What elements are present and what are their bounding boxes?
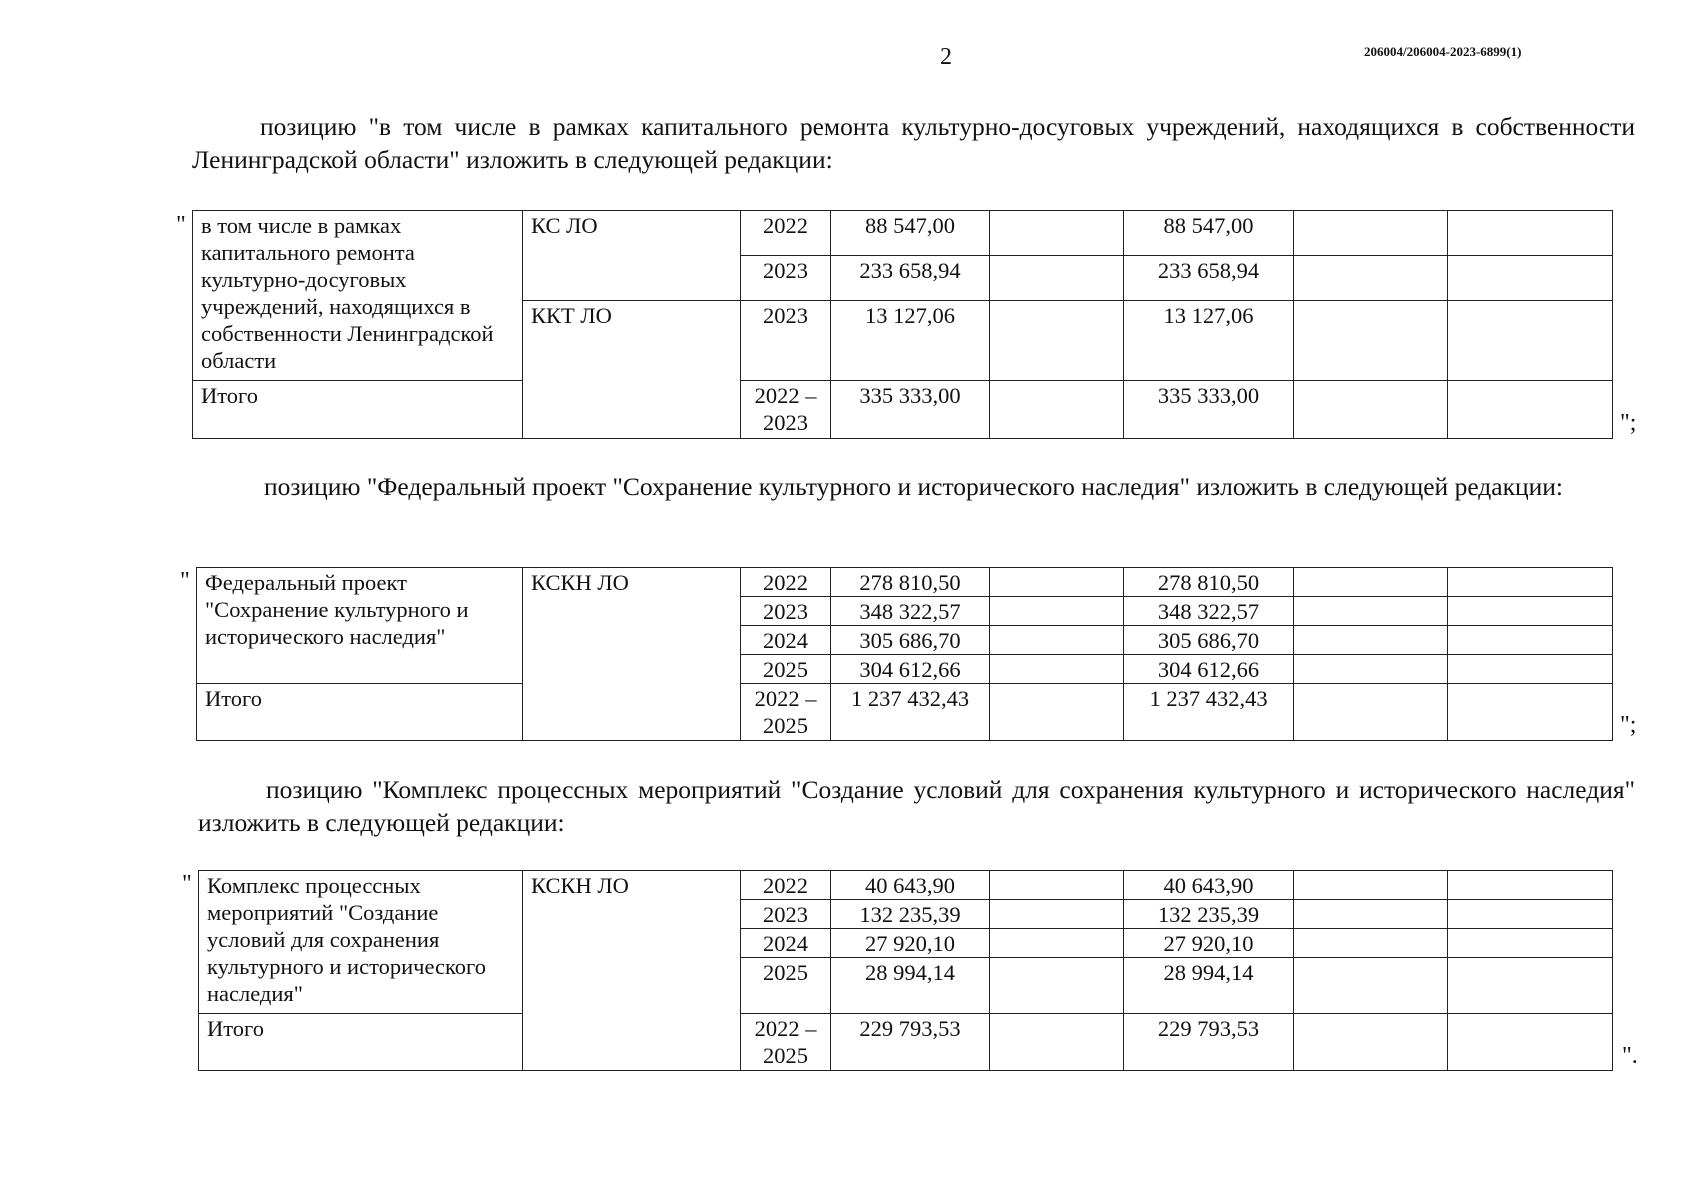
year-cell: 2023 xyxy=(741,256,831,301)
value-cell: 348 322,57 xyxy=(831,597,990,626)
value-cell xyxy=(1294,684,1448,741)
total-row xyxy=(199,1014,1613,1071)
section-3-intro xyxy=(198,773,1635,839)
value-cell: 348 322,57 xyxy=(1124,597,1294,626)
position-title: Федеральный проект "Сохранение культурного и исторического наследия" xyxy=(197,568,523,684)
table-row xyxy=(193,211,1613,256)
value-cell: 13 127,06 xyxy=(831,301,990,381)
value-cell: 40 643,90 xyxy=(831,871,990,900)
value-cell: 27 920,10 xyxy=(1124,929,1294,958)
value-cell xyxy=(990,301,1124,381)
value-cell xyxy=(1294,1014,1448,1071)
section-1-intro-text: позицию "в том числе в рамках капитального ремонта культурно-досуговых учреждений, находящихся в собственности Ленинградской области" изложить в следующей редакции: xyxy=(192,112,1635,174)
value-cell: 88 547,00 xyxy=(831,211,990,256)
year-cell: 2025 xyxy=(741,958,831,1014)
year-cell: 2022 xyxy=(741,568,831,597)
value-cell: 28 994,14 xyxy=(831,958,990,1014)
value-cell: 278 810,50 xyxy=(831,568,990,597)
value-cell: 335 333,00 xyxy=(831,381,990,439)
year-cell: 2024 xyxy=(741,626,831,655)
year-cell: 2023 xyxy=(741,597,831,626)
value-cell xyxy=(990,211,1124,256)
total-row xyxy=(197,684,1613,741)
total-label: Итого xyxy=(199,1014,523,1071)
value-cell xyxy=(1294,626,1448,655)
section-2-close-quote: "; xyxy=(1620,712,1637,738)
value-cell: 304 612,66 xyxy=(1124,655,1294,684)
total-label: Итого xyxy=(193,381,523,439)
section-3-intro-text: позицию "Комплекс процессных мероприятий "Создание условий для сохранения культурного и исторического наследия" изложить в следующей редакции: xyxy=(198,775,1635,837)
value-cell xyxy=(990,900,1124,929)
value-cell: 335 333,00 xyxy=(1124,381,1294,439)
value-cell xyxy=(1448,626,1613,655)
value-cell xyxy=(1448,211,1613,256)
value-cell xyxy=(1448,568,1613,597)
year-cell: 2022 xyxy=(741,871,831,900)
value-cell xyxy=(1448,958,1613,1014)
value-cell xyxy=(1448,871,1613,900)
value-cell xyxy=(1448,381,1613,439)
value-cell xyxy=(1448,1014,1613,1071)
value-cell xyxy=(990,871,1124,900)
value-cell xyxy=(990,1014,1124,1071)
value-cell: 305 686,70 xyxy=(1124,626,1294,655)
value-cell xyxy=(1294,256,1448,301)
value-cell: 28 994,14 xyxy=(1124,958,1294,1014)
position-title: в том числе в рамках капитального ремонта культурно-досуговых учреждений, находящихся в собственности Ленинградской области xyxy=(193,211,523,381)
value-cell xyxy=(990,626,1124,655)
value-cell: 13 127,06 xyxy=(1124,301,1294,381)
total-label: Итого xyxy=(197,684,523,741)
value-cell xyxy=(1448,301,1613,381)
value-cell: 278 810,50 xyxy=(1124,568,1294,597)
value-cell xyxy=(1448,929,1613,958)
position-title: Комплекс процессных мероприятий "Создание условий для сохранения культурного и исторического наследия" xyxy=(199,871,523,1014)
value-cell: 1 237 432,43 xyxy=(831,684,990,741)
value-cell xyxy=(1294,381,1448,439)
value-cell xyxy=(1448,655,1613,684)
value-cell: 132 235,39 xyxy=(1124,900,1294,929)
value-cell xyxy=(990,256,1124,301)
value-cell: 233 658,94 xyxy=(831,256,990,301)
org-cell: КС ЛО xyxy=(523,211,741,301)
table-row xyxy=(199,871,1613,900)
section-1-intro xyxy=(192,110,1635,176)
value-cell: 88 547,00 xyxy=(1124,211,1294,256)
section-2-intro xyxy=(196,470,1635,503)
org-cell: КСКН ЛО xyxy=(523,568,741,741)
section-3-close-quote: ". xyxy=(1622,1043,1638,1069)
value-cell: 1 237 432,43 xyxy=(1124,684,1294,741)
value-cell: 233 658,94 xyxy=(1124,256,1294,301)
value-cell: 132 235,39 xyxy=(831,900,990,929)
section-2-table xyxy=(196,567,1613,741)
value-cell: 229 793,53 xyxy=(831,1014,990,1071)
value-cell xyxy=(990,684,1124,741)
section-3-table xyxy=(198,870,1613,1071)
value-cell: 305 686,70 xyxy=(831,626,990,655)
value-cell xyxy=(1294,655,1448,684)
value-cell xyxy=(1448,256,1613,301)
value-cell xyxy=(1294,871,1448,900)
section-3-open-quote: " xyxy=(182,871,192,897)
year-cell: 2023 xyxy=(741,301,831,381)
year-cell: 2023 xyxy=(741,900,831,929)
section-1-open-quote: " xyxy=(176,212,186,238)
year-cell: 2022 xyxy=(741,211,831,256)
value-cell xyxy=(1448,597,1613,626)
value-cell xyxy=(1448,900,1613,929)
value-cell xyxy=(1294,568,1448,597)
section-2-open-quote: " xyxy=(180,568,190,594)
value-cell xyxy=(1448,684,1613,741)
org-cell: ККТ ЛО xyxy=(523,301,741,439)
table-row xyxy=(197,568,1613,597)
value-cell xyxy=(990,568,1124,597)
value-cell: 27 920,10 xyxy=(831,929,990,958)
value-cell xyxy=(990,929,1124,958)
year-cell: 2022 – 2025 xyxy=(741,1014,831,1071)
year-cell: 2022 – 2025 xyxy=(741,684,831,741)
value-cell xyxy=(1294,929,1448,958)
value-cell xyxy=(1294,900,1448,929)
total-row xyxy=(193,381,1613,439)
year-cell: 2022 – 2023 xyxy=(741,381,831,439)
value-cell xyxy=(1294,211,1448,256)
value-cell xyxy=(1294,958,1448,1014)
page-number: 2 xyxy=(940,44,952,70)
year-cell: 2024 xyxy=(741,929,831,958)
value-cell xyxy=(1294,301,1448,381)
section-2-intro-text: позицию "Федеральный проект "Сохранение культурного и исторического наследия" изложить в следующей редакции: xyxy=(264,472,1564,501)
value-cell xyxy=(990,381,1124,439)
value-cell xyxy=(990,597,1124,626)
value-cell: 40 643,90 xyxy=(1124,871,1294,900)
org-cell: КСКН ЛО xyxy=(523,871,741,1071)
year-cell: 2025 xyxy=(741,655,831,684)
section-1-close-quote: "; xyxy=(1620,410,1637,436)
value-cell: 304 612,66 xyxy=(831,655,990,684)
value-cell: 229 793,53 xyxy=(1124,1014,1294,1071)
document-id: 206004/206004-2023-6899(1) xyxy=(1364,44,1522,59)
value-cell xyxy=(990,958,1124,1014)
section-1-table xyxy=(192,210,1613,439)
value-cell xyxy=(990,655,1124,684)
value-cell xyxy=(1294,597,1448,626)
